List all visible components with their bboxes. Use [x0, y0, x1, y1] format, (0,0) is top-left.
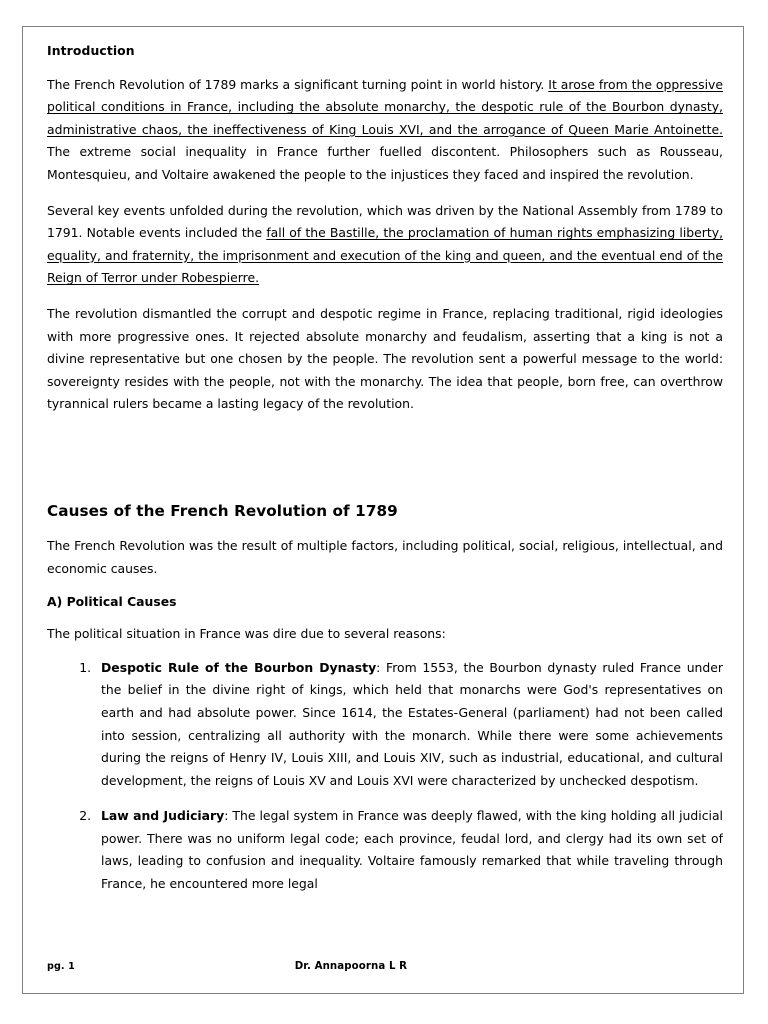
list-item-term: Law and Judiciary — [101, 808, 225, 824]
list-item-body: : The legal system in France was deeply flawed, with the king holding all judicial power. There was no uniform legal code; each province, feudal lord, and clergy had its own set of laws, leading to confusion and inequality. Voltaire famously remarked that while traveling through France, he encountered more legal — [101, 808, 723, 892]
paragraph-2-underlined-text: fall of the Bastille, the proclamation of human rights emphasizing liberty, equality, and fraternity, the imprisonment and execution of the king and queen, and the eventual end of the Reign of Terror under Robespierre. — [47, 225, 723, 286]
footer-author-label: Dr. Annapoorna L R — [294, 960, 408, 972]
list-item — [95, 657, 723, 792]
causes-section-heading: Causes of the French Revolution of 1789 — [47, 501, 398, 520]
section-spacer — [47, 429, 723, 501]
paragraph-1-lead-text: The French Revolution of 1789 marks a significant turning point in world history. — [47, 76, 549, 92]
paragraph-1-tail-text: The extreme social inequality in France further fuelled discontent. Philosophers such as Rousseau, Montesquieu, and Voltaire awakened the people to the injustices they faced and inspired the revolution. — [47, 144, 723, 183]
political-causes-list — [47, 657, 723, 896]
political-causes-intro: The political situation in France was dire due to several reasons: — [47, 626, 446, 642]
page-number-label: pg. 1 — [47, 960, 75, 972]
list-item-body: : From 1553, the Bourbon dynasty ruled France under the belief in the divine right of kings, which held that monarchs were God's representatives on earth and had absolute power. Since 1614, the Estates-General (parliament) had not been called into session, centralizing all authority with the monarch. While there were some achievements during the reigns of Henry IV, Louis XIII, and Louis XIV, such as industrial, educational, and cultural development, the reigns of Louis XV and Louis XVI were characterized by unchecked despotism. — [101, 659, 723, 788]
political-causes-subheading: A) Political Causes — [47, 593, 177, 609]
introduction-paragraph-3: The revolution dismantled the corrupt and despotic regime in France, replacing traditional, rigid ideologies with more progressive ones. It rejected absolute monarchy and feudalism, asserting that a king is not a divine representative but one chosen by the people. The revolution sent a powerful message to the world: sovereignty resides with the people, not with the monarchy. The idea that people, born free, can overthrow tyrannical rulers became a lasting legacy of the revolution. — [47, 305, 723, 412]
paragraph-2-lead-text: Several key events unfolded during the revolution, which was driven by the National Assembly from 1789 to 1791. Notable events included the — [47, 202, 723, 241]
causes-intro-paragraph: The French Revolution was the result of multiple factors, including political, social, religious, intellectual, and economic causes. — [47, 538, 723, 576]
introduction-paragraph-2 — [47, 200, 723, 290]
document-page-sheet — [22, 26, 744, 994]
list-item — [95, 805, 723, 895]
list-item-term: Despotic Rule of the Bourbon Dynasty — [101, 659, 377, 675]
page-content-area — [47, 43, 723, 945]
page-footer — [47, 955, 723, 977]
introduction-paragraph-1 — [47, 74, 723, 187]
paragraph-1-underlined-text: It arose from the oppressive political conditions in France, including the absolute monarchy, the despotic rule of the Bourbon dynasty, administrative chaos, the ineffectiveness of King Louis XVI, and the arrogance of Queen Marie Antoinette. — [47, 76, 723, 137]
introduction-heading: Introduction — [47, 43, 135, 58]
